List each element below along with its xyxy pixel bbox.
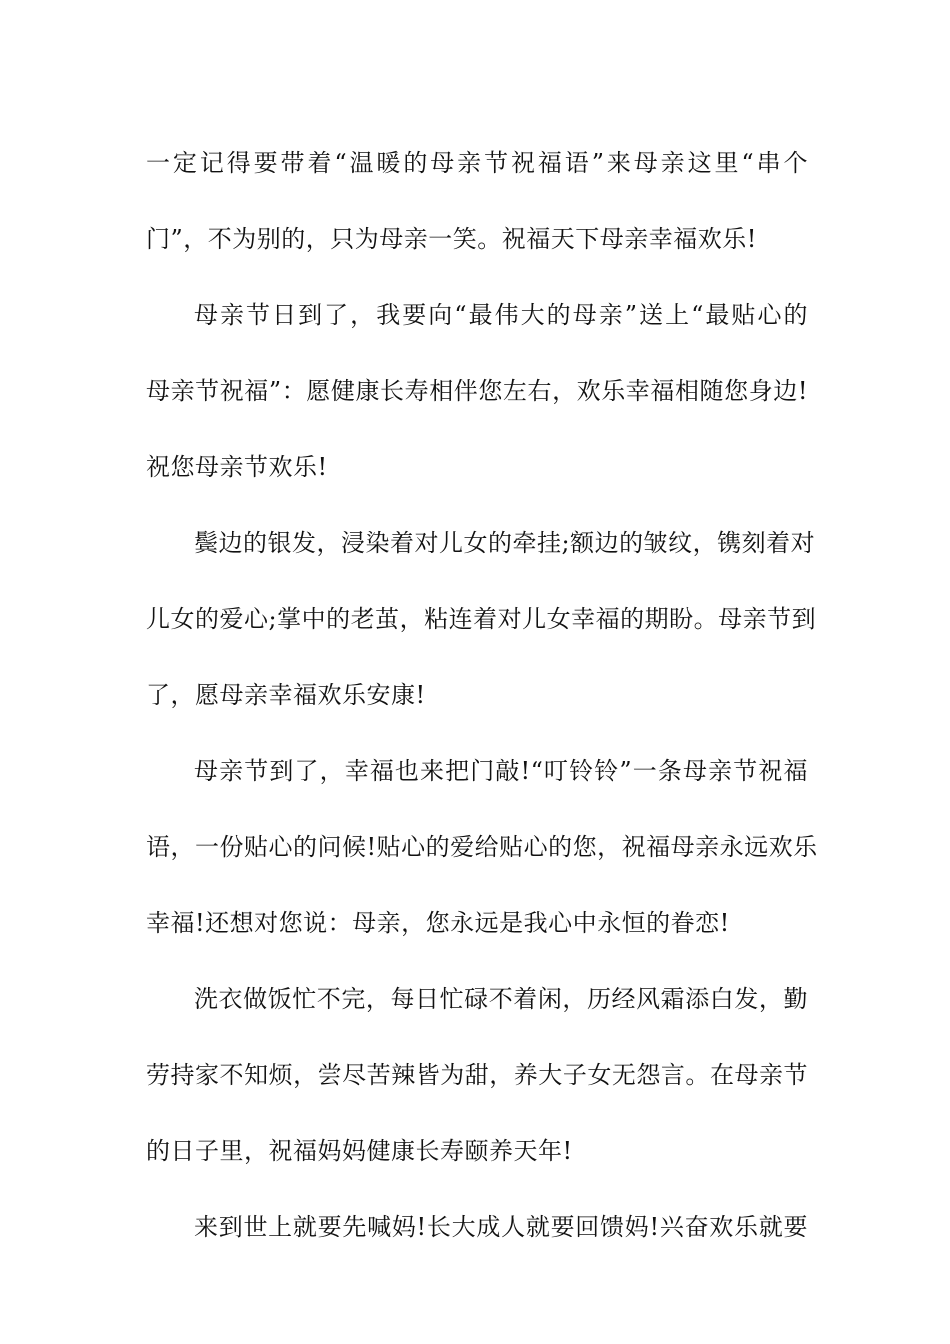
text-line-4: 母亲节祝福”：愿健康长寿相伴您左右，欢乐幸福相随您身边! bbox=[146, 377, 808, 405]
text-line-11: 幸福!还想对您说：母亲，您永远是我心中永恒的眷恋! bbox=[146, 909, 730, 937]
text-line-13: 劳持家不知烦，尝尽苦辣皆为甜，养大子女无怨言。在母亲节 bbox=[146, 1061, 808, 1089]
text-line-15: 来到世上就要先喊妈!长大成人就要回馈妈!兴奋欢乐就要 bbox=[194, 1213, 808, 1241]
text-line-12: 洗衣做饭忙不完，每日忙碌不着闲，历经风霜添白发，勤 bbox=[194, 985, 808, 1013]
text-line-5: 祝您母亲节欢乐! bbox=[146, 453, 328, 481]
text-line-10: 语，一份贴心的问候!贴心的爱给贴心的您，祝福母亲永远欢乐 bbox=[146, 833, 818, 861]
text-line-14: 的日子里，祝福妈妈健康长寿颐养天年! bbox=[146, 1137, 573, 1165]
text-line-7: 儿女的爱心;掌中的老茧，粘连着对儿女幸福的期盼。母亲节到 bbox=[146, 605, 817, 633]
document-body bbox=[146, 125, 818, 1265]
text-line-1: 一定记得要带着“温暖的母亲节祝福语”来母亲这里“串个 bbox=[146, 149, 808, 177]
text-line-6: 鬓边的银发，浸染着对儿女的牵挂;额边的皱纹，镌刻着对 bbox=[194, 529, 816, 557]
text-line-9: 母亲节到了，幸福也来把门敲!“叮铃铃”一条母亲节祝福 bbox=[194, 757, 808, 785]
text-line-2: 门”，不为别的，只为母亲一笑。祝福天下母亲幸福欢乐! bbox=[146, 225, 757, 253]
text-line-8: 了，愿母亲幸福欢乐安康! bbox=[146, 681, 426, 709]
text-line-3: 母亲节日到了，我要向“最伟大的母亲”送上“最贴心的 bbox=[194, 301, 808, 329]
